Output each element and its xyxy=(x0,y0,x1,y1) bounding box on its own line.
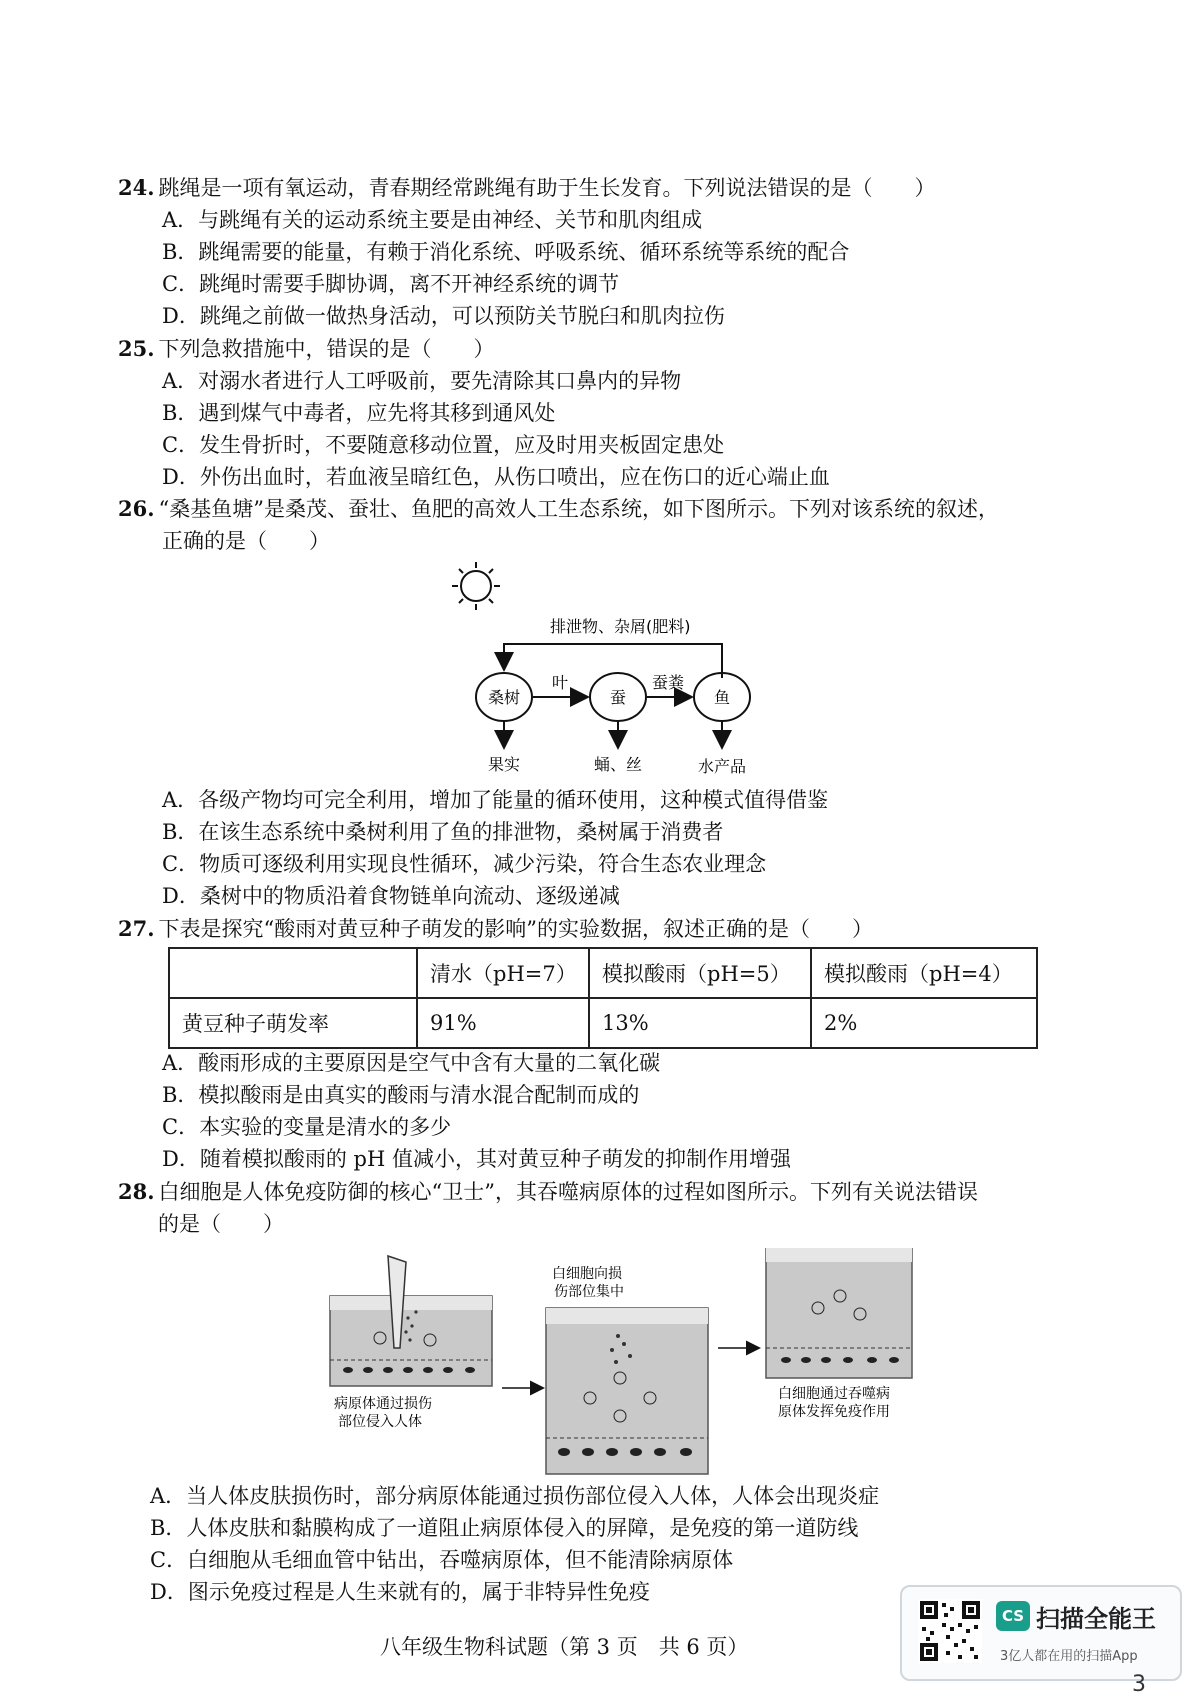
scanner-logo-icon: CS xyxy=(996,1601,1030,1631)
q27-option-c: C．本实验的变量是清水的多少 xyxy=(162,1115,452,1139)
table-row-label: 黄豆种子萌发率 xyxy=(169,998,417,1048)
feedback-label: 排泄物、杂屑(肥料) xyxy=(550,617,691,636)
table-cell: 91% xyxy=(417,998,589,1048)
panel-white-cells-engulf xyxy=(766,1248,912,1378)
q28-option-a: A．当人体皮肤损伤时，部分病原体能通过损伤部位侵入人体，人体会出现炎症 xyxy=(150,1484,880,1508)
table-cell: 13% xyxy=(589,998,811,1048)
panel-white-cells-gather xyxy=(546,1308,708,1474)
panel2-caption-line1: 白细胞向损 xyxy=(552,1266,622,1282)
q27-option-a: A．酸雨形成的主要原因是空气中含有大量的二氧化碳 xyxy=(162,1051,661,1075)
q28-option-d: D．图示免疫过程是人生来就有的，属于非特异性免疫 xyxy=(150,1580,650,1604)
sun-icon xyxy=(452,562,500,610)
question-28-stem-cont: 的是（ ） xyxy=(158,1212,284,1236)
fruit-label: 果实 xyxy=(487,755,521,774)
aquatic-product-label: 水产品 xyxy=(697,757,747,776)
question-25-stem: 25. 下列急救措施中，错误的是（ ） xyxy=(118,336,495,361)
table-header-cell: 模拟酸雨（pH=4） xyxy=(811,948,1037,998)
q26-option-a: A．各级产物均可完全利用，增加了能量的循环使用，这种模式值得借鉴 xyxy=(162,788,829,812)
q25-option-c: C．发生骨折时，不要随意移动位置，应及时用夹板固定患处 xyxy=(162,433,725,457)
q26-option-d: D．桑树中的物质沿着食物链单向流动、逐级递减 xyxy=(162,884,620,908)
scanner-app-name: 扫描全能王 xyxy=(1036,1605,1156,1633)
scanner-tagline: 3亿人都在用的扫描App xyxy=(1000,1649,1138,1664)
mulberry-fish-pond-diagram xyxy=(440,560,780,780)
table-header-cell: 模拟酸雨（pH=5） xyxy=(589,948,811,998)
q27-option-d: D．随着模拟酸雨的 pH 值减小，其对黄豆种子萌发的抑制作用增强 xyxy=(162,1147,791,1171)
question-26-stem: 26. “桑基鱼塘”是桑茂、蚕壮、鱼肥的高效人工生态系统，如下图所示。下列对该系统的叙述， xyxy=(118,496,1000,521)
pupa-silk-label: 蛹、丝 xyxy=(593,755,643,774)
page-number-mark: 3 xyxy=(1132,1672,1146,1697)
q25-option-a: A．对溺水者进行人工呼吸前，要先清除其口鼻内的异物 xyxy=(162,369,682,393)
q27-option-b: B．模拟酸雨是由真实的酸雨与清水混合配制而成的 xyxy=(162,1083,640,1107)
phagocytosis-diagram xyxy=(320,1248,930,1478)
panel2-caption-line2: 伤部位集中 xyxy=(554,1284,624,1300)
fish-label: 鱼 xyxy=(713,688,731,707)
q24-option-d: D．跳绳之前做一做热身活动，可以预防关节脱臼和肌肉拉伤 xyxy=(162,304,725,328)
q24-option-b: B．跳绳需要的能量，有赖于消化系统、呼吸系统、循环系统等系统的配合 xyxy=(162,240,850,264)
question-26-stem-cont: 正确的是（ ） xyxy=(162,529,330,553)
question-27-stem: 27. 下表是探究“酸雨对黄豆种子萌发的影响”的实验数据，叙述正确的是（ ） xyxy=(118,916,874,941)
question-28-stem: 28. 白细胞是人体免疫防御的核心“卫士”，其吞噬病原体的过程如图所示。下列有关说法错误 xyxy=(118,1179,979,1204)
table-header-cell: 清水（pH=7） xyxy=(417,948,589,998)
experiment-table xyxy=(168,947,1038,1049)
table-cell: 2% xyxy=(811,998,1037,1048)
mulberry-label: 桑树 xyxy=(487,688,521,707)
scanner-watermark xyxy=(900,1585,1182,1681)
panel1-caption-line1: 病原体通过损伤 xyxy=(334,1396,432,1412)
q26-option-c: C．物质可逐级利用实现良性循环，减少污染，符合生态农业理念 xyxy=(162,852,767,876)
q25-option-d: D．外伤出血时，若血液呈暗红色，从伤口喷出，应在伤口的近心端止血 xyxy=(162,465,830,489)
panel3-caption-line2: 原体发挥免疫作用 xyxy=(778,1404,890,1420)
q26-option-b: B．在该生态系统中桑树利用了鱼的排泄物，桑树属于消费者 xyxy=(162,820,724,844)
question-24-stem: 24. 跳绳是一项有氧运动，青春期经常跳绳有助于生长发育。下列说法错误的是（ ） xyxy=(118,175,936,200)
q24-option-c: C．跳绳时需要手脚协调，离不开神经系统的调节 xyxy=(162,272,620,296)
leaf-label: 叶 xyxy=(552,673,569,692)
qr-code-icon xyxy=(918,1599,982,1663)
table-header-cell xyxy=(169,948,417,998)
panel-pathogen-invasion xyxy=(330,1256,492,1386)
table-header-row xyxy=(169,948,1037,998)
table-row xyxy=(169,998,1037,1048)
panel1-caption-line2: 部位侵入人体 xyxy=(338,1414,422,1430)
q24-option-a: A．与跳绳有关的运动系统主要是由神经、关节和肌肉组成 xyxy=(162,208,703,232)
droppings-label: 蚕粪 xyxy=(652,673,685,692)
silkworm-label: 蚕 xyxy=(609,688,627,707)
q28-option-b: B．人体皮肤和黏膜构成了一道阻止病原体侵入的屏障，是免疫的第一道防线 xyxy=(150,1516,859,1540)
page-footer: 八年级生物科试题（第 3 页 共 6 页） xyxy=(380,1635,749,1659)
panel3-caption-line1: 白细胞通过吞噬病 xyxy=(778,1386,890,1402)
q25-option-b: B．遇到煤气中毒者，应先将其移到通风处 xyxy=(162,401,556,425)
q28-option-c: C．白细胞从毛细血管中钻出，吞噬病原体，但不能清除病原体 xyxy=(150,1548,734,1572)
